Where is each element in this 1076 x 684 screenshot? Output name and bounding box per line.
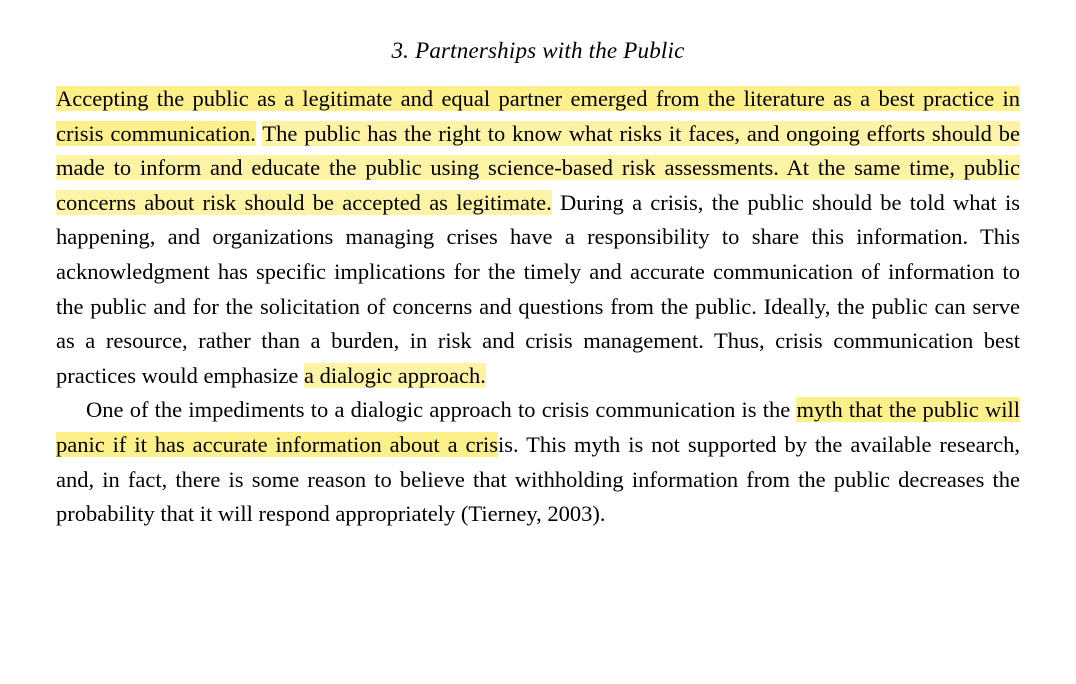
- highlighted-text-2: The public has the right to know what risks it faces, and ongoing efforts should be made to inform and educate the public using science-based risk assessments. At the same time, public concerns about risk should be accepted as legitimate.: [56, 120, 1021, 215]
- highlighted-text-4: myth that the public will panic if it has accurate information about a cris: [56, 397, 1020, 457]
- paragraph-2: [56, 393, 1020, 531]
- highlighted-text-3: a dialogic approach.: [304, 362, 486, 388]
- text-run-3: is. This myth is not supported by the available research, and, in fact, there is some reason to believe that withholding information from the public decreases the probability that it will respond appropriately (Tierney, 2003).: [56, 431, 1020, 527]
- page-title: 3. Partnerships with the Public: [391, 38, 685, 63]
- highlighted-text-1: Accepting the public as a legitimate and equal partner emerged from the literature as a best practice in crisis communication.: [56, 86, 1020, 146]
- paragraph-1: [56, 64, 1020, 393]
- text-run-2: One of the impediments to a dialogic approach to crisis communication is the: [86, 397, 797, 423]
- text-run-1: During a crisis, the public should be told what is happening, and organizations managing crises have a responsibility to share this information. This acknowledgment has specific implications for the timely and accurate communication of information to the public and for the solicitation of concerns and questions from the public. Ideally, the public can serve as a resource, rather than a burden, in risk and crisis management. Thus, crisis communication best practices would emphasize: [56, 189, 1020, 388]
